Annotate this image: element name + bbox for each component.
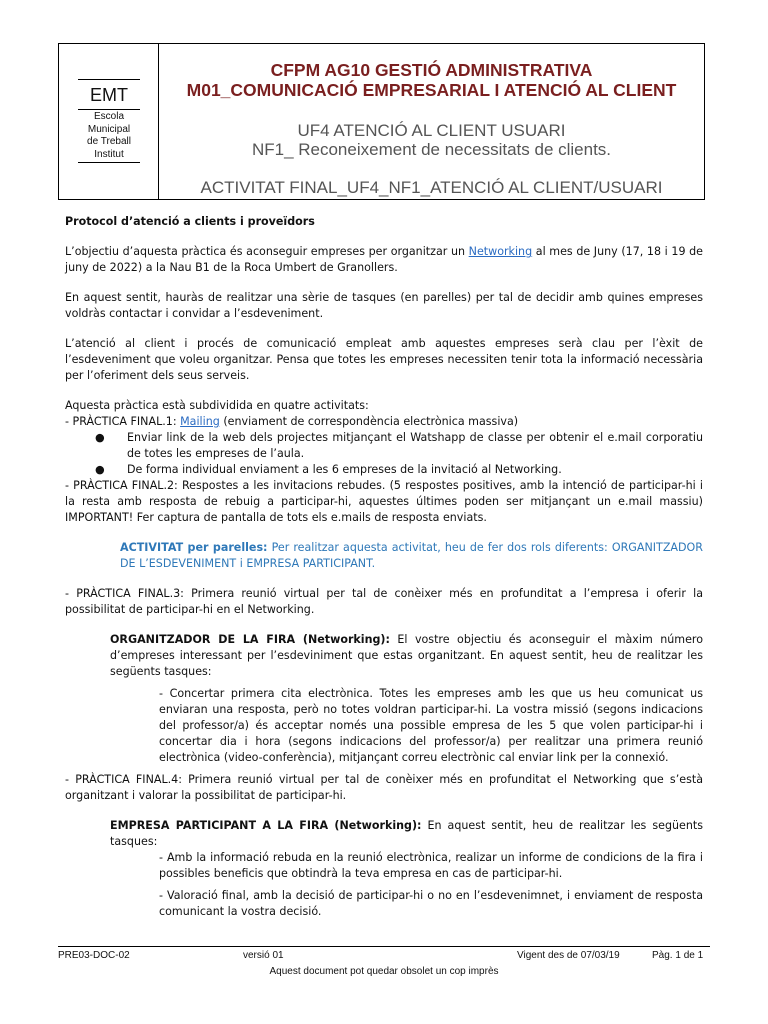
logo-line-3: de Treball [87,136,131,147]
list-item: ● De forma individual enviament a les 6 empreses de la invitació al Networking. [95,463,562,476]
activity-title: ACTIVITAT FINAL_UF4_NF1_ATENCIÓ AL CLIENT/USUARI [200,178,663,197]
practice-final-3: - PRÀCTICA FINAL.3: Primera reunió virtual per tal de conèixer més en profunditat a l’empresa i oferir la possibilitat de participar-hi en el Networking. [65,587,703,616]
unit-title: UF4 ATENCIÓ AL CLIENT USUARI [297,121,566,140]
logo-line-2: Municipal [87,123,131,135]
organizer-task: - Concertar primera cita electrònica. Totes les empreses amb les que us heu comunicat us enviaran una resposta, però no totes voldran participar-hi. La vostra missió (segons indicacions del professor/a) és acceptar només una possible empresa de les 5 que volen participar-hi i concertar dia i hora (segons indicacions del professor/a) per realitzar una primera reunió electrònica (video-conferència), mitjançant correu electrònic cal enviar link per la connexió. [159,687,703,764]
networking-link[interactable]: Networking [468,245,533,258]
document-header [58,43,705,200]
logo-cell [59,44,159,199]
practice-final-1: - PRÀCTICA FINAL.1: Mailing (enviament de correspondència electrònica massiva) [65,415,519,428]
logo-abbr: EMT [78,79,140,110]
footer-valid-date: Vigent des de 07/03/19 [517,950,620,961]
bullet-icon: ● [95,431,105,444]
title-cell [159,44,704,199]
document-body [65,214,703,920]
participant-task-1: - Amb la informació rebuda en la reunió electrònica, realizar un informe de condicions de la fira i possibles beneficis que obtindrà la teva empresa en cas de participar-hi. [159,851,703,880]
paragraph-objective: L’objectiu d’aquesta pràctica és aconseguir empreses per organitzar un Networking al mes de Juny (17, 18 i 19 de juny de 2022) a la Nau B1 de la Roca Umbert de Granollers. [65,245,703,274]
footer-doc-code: PRE03-DOC-02 [58,950,130,961]
logo-line-4: Institut [94,148,124,160]
module-title: M01_COMUNICACIÓ EMPRESARIAL I ATENCIÓ AL CLIENT [186,80,677,100]
practice-final-4: - PRÀCTICA FINAL.4: Primera reunió virtual per tal de conèixer més en profunditat el Networking que s’està organitzant i valorar la possibilitat de participar-hi. [65,773,703,802]
paragraph-tasks: En aquest sentit, hauràs de realitzar una sèrie de tasques (en parelles) per tal de decidir amb quines empreses voldràs contactar i convidar a l’esdeveniment. [65,291,703,320]
paragraph-attention: L’atenció al client i procés de comunicació empleat amb aquestes empreses serà clau per l’èxit de l’esdeveniment que voleu organitzar. Pensa que totes les empreses necessiten tenir tota la informació necessària per l’oferiment dels seus serveis. [65,337,703,382]
activity-pairs-note: ACTIVITAT per parelles: Per realitzar aquesta activitat, heu de fer dos rols diferents: ORGANITZADOR DE L’ESDEVENIMENT i EMPRESA PARTICIPANT. [120,541,703,570]
list-item: ● Enviar link de la web dels projectes mitjançant el Watshapp de classe per obtenir el e.mail corporatiu de totes les empreses de l’aula. [95,431,703,460]
mailing-link[interactable]: Mailing [180,415,220,428]
participant-task-2: - Valoració final, amb la decisió de participar-hi o no en l’esdevenimnet, i enviament de resposta comunicant la vostra decisió. [159,889,703,918]
bullet-icon: ● [95,463,105,476]
footer-obsolete-note: Aquest document pot quedar obsolet un cop imprès [269,966,499,977]
participant-role: EMPRESA PARTICIPANT A LA FIRA (Networking): En aquest sentit, heu de realitzar les següents tasques: [110,819,703,848]
practice-final-2: - PRÀCTICA FINAL.2: Respostes a les invitacions rebudes. (5 respostes positives, amb la intenció de participar-hi i la resta amb resposta de rebuig a participar-hi, aquestes últimes poden ser mitjançant un e.mail massiu) IMPORTANT! Fer captura de pantalla de tots els e.mails de resposta enviats. [65,479,703,524]
footer-page-number: Pàg. 1 de 1 [652,950,704,961]
course-title: CFPM AG10 GESTIÓ ADMINISTRATIVA [270,60,593,80]
logo-line-1: Escola [93,111,124,122]
footer-divider [58,946,710,947]
emt-logo [78,79,140,191]
organizer-role: ORGANITZADOR DE LA FIRA (Networking): El vostre objectiu és aconseguir el màxim número d’empreses interessant per l’esdeviniment que estas organitzant. En aquest sentit, heu de realitzar les següents tasques: [110,633,704,678]
paragraph-subdivided: Aquesta pràctica està subdividida en quatre activitats: [65,399,369,412]
footer-version: versió 01 [243,950,284,961]
nf-title: NF1_ Reconeixement de necessitats de clients. [251,140,612,159]
section-heading: Protocol d’atenció a clients i proveïdors [65,215,315,228]
